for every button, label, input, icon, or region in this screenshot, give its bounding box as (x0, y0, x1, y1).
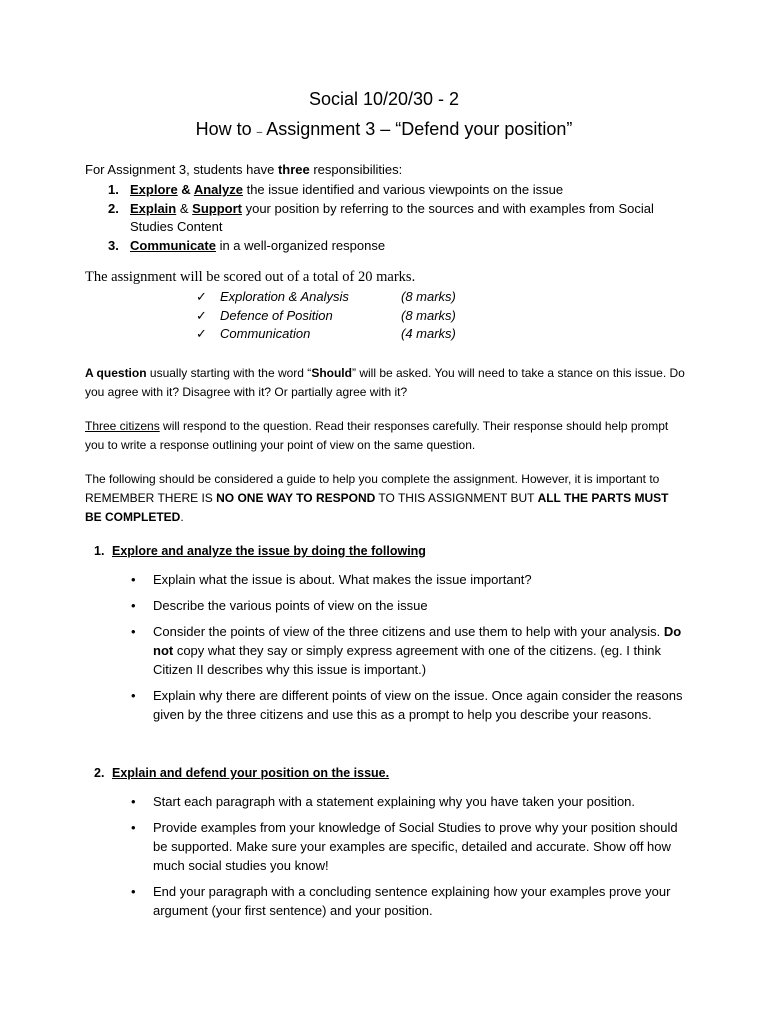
marks-label: Exploration & Analysis (220, 289, 349, 304)
bullet-item (130, 818, 690, 875)
responsibility-text: the issue identified and various viewpoints on the issue (242, 182, 564, 197)
marks-value: (4 marks) (401, 326, 456, 341)
checkmark-icon: ✓ (196, 326, 207, 341)
question-text: usually starting with the word “ (146, 366, 312, 380)
list-number: 3. (108, 237, 119, 253)
bullet-icon: • (131, 598, 136, 613)
guide-text: The following should be considered a guide to help you complete the assignment. However, it is important to REMEMBER THERE IS (85, 472, 660, 505)
list-number: 1. (108, 182, 119, 197)
citizens-text: will respond to the question. Read their responses carefully. Their response should help prompt you to write a response outlining your point of view on the same question. (85, 419, 669, 452)
bullet-item (130, 686, 690, 724)
bullet-icon: • (131, 572, 136, 587)
keyword-support: Support (192, 200, 242, 216)
responsibility-item (108, 237, 668, 256)
ampersand: & (176, 200, 193, 216)
ampersand: & (177, 182, 194, 197)
intro-text-bold: three (277, 162, 310, 177)
bullet-icon: • (131, 884, 136, 899)
subtitle-part-b: Assignment 3 – “Defend your position” (266, 119, 573, 139)
bullet-item (130, 882, 690, 920)
section-1-bullets (130, 570, 690, 731)
keyword-explain: Explain (130, 200, 177, 216)
bullet-text: End your paragraph with a concluding sentence explaining how your examples prove your argument (your first sentence) and your position. (153, 884, 671, 918)
bullet-icon: • (131, 624, 136, 639)
question-text: ” will be asked. You will need to take a stance on this issue. Do you agree with it? Disagree with it? Or partially agree with it? (85, 366, 685, 399)
list-number: 2. (108, 200, 119, 216)
marks-value: (8 marks) (401, 307, 456, 323)
subtitle-part-a: How to (195, 119, 252, 139)
section-1-heading (94, 544, 426, 558)
bullet-text: Start each paragraph with a statement explaining why you have taken your position. (153, 794, 636, 809)
bullet-item (130, 622, 690, 679)
keyword-do-not: Do not (153, 624, 682, 658)
checkmark-icon: ✓ (196, 307, 207, 323)
keyword-should: Should (311, 366, 352, 380)
section-number: 1. (94, 544, 105, 558)
bullet-text: Describe the various points of view on the issue (153, 598, 428, 613)
keyword-analyze: Analyze (193, 182, 243, 197)
section-title: Explain and defend your position on the issue. (112, 766, 390, 780)
intro-text-c: responsibilities: (309, 162, 403, 177)
keyword-communicate: Communicate (130, 237, 216, 253)
bullet-text: copy what they say or simply express agreement with one of the citizens. (eg. I think Citizen II describes why this issue is important.) (153, 643, 661, 677)
marks-value: (8 marks) (401, 289, 456, 304)
checkmark-icon: ✓ (196, 289, 207, 304)
intro-text-a: For Assignment 3, students have (85, 162, 278, 177)
guide-bold: ALL THE PARTS MUST BE COMPLETED (85, 491, 669, 524)
bullet-icon: • (131, 820, 136, 835)
bullet-icon: • (131, 688, 136, 703)
section-2-heading (94, 766, 389, 780)
document-title: Social 10/20/30 - 2 (308, 89, 460, 109)
section-title: Explore and analyze the issue by doing the following (112, 544, 426, 558)
question-paragraph (85, 364, 685, 402)
question-bold: A question (85, 366, 147, 380)
guide-text: TO THIS ASSIGNMENT BUT (375, 491, 538, 505)
intro-paragraph (85, 160, 685, 179)
document-subtitle (0, 119, 768, 140)
bullet-text: Consider the points of view of the three citizens and use them to help with your analysis. (153, 624, 664, 639)
scoring-statement: The assignment will be scored out of a total of 20 marks. (85, 269, 416, 285)
bullet-item (130, 596, 690, 615)
bullet-text: Provide examples from your knowledge of Social Studies to prove why your position should be supported. Make sure your examples are specific, detailed and accurate. Show off how much social studies you know! (153, 820, 678, 873)
bullet-item (130, 570, 690, 589)
bullet-text: Explain why there are different points of view on the issue. Once again consider the reasons given by the three citizens and use this as a prompt to help you describe your reasons. (153, 688, 683, 722)
section-2-bullets (130, 792, 690, 927)
keyword-explore: Explore (130, 182, 178, 197)
guide-text: . (180, 510, 184, 524)
responsibility-text: in a well-organized response (215, 237, 386, 253)
section-number: 2. (94, 766, 105, 780)
bullet-icon: • (131, 794, 136, 809)
keyword-three-citizens: Three citizens (85, 419, 160, 433)
marks-label: Communication (220, 326, 311, 341)
guide-paragraph (85, 470, 685, 527)
responsibility-item (108, 200, 668, 237)
subtitle-small-dash: – (256, 127, 263, 138)
guide-bold: NO ONE WAY TO RESPOND (216, 491, 376, 505)
citizens-paragraph (85, 417, 685, 455)
bullet-text: Explain what the issue is about. What makes the issue important? (153, 572, 532, 587)
responsibilities-list (108, 181, 668, 255)
marks-label: Defence of Position (220, 307, 333, 323)
responsibility-item (108, 181, 668, 200)
responsibility-text: your position by referring to the sources and with examples from Social Studies Content (130, 200, 654, 234)
bullet-item (130, 792, 690, 811)
